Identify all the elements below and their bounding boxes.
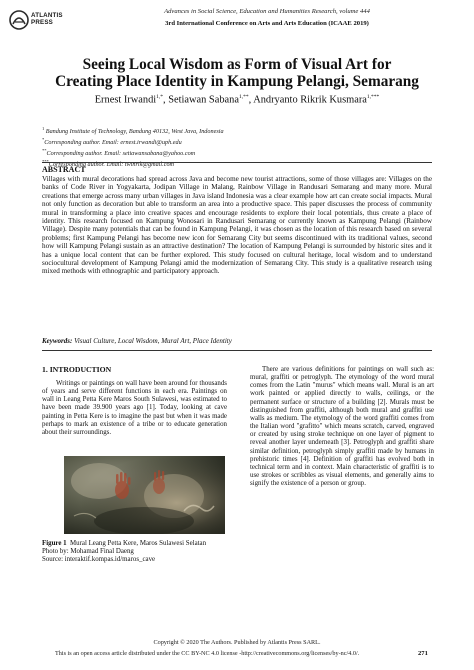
affiliation-text: Bandung Institute of Technology, Bandung 40132, West Java, Indonesia bbox=[45, 128, 224, 136]
author-list: Ernest Irwandi$^{1,*}$, Setiawan Sabana$^{1,**}$, Andryanto Rikrik Kusmara$^{1,***}$ bbox=[94, 94, 380, 106]
paper-title-line1: Seeing Local Wisdom as Form of Visual Art for bbox=[82, 56, 392, 73]
affiliation-sup: * bbox=[42, 136, 45, 142]
affiliation-text: Corresponding author. Email: setiawansabana@yahoo.com bbox=[46, 149, 196, 157]
affiliation-line bbox=[42, 147, 224, 158]
atlantis-press-logo bbox=[9, 8, 69, 32]
keywords-list: Visual Culture, Local Wisdom, Mural Art, Place Identity bbox=[74, 337, 232, 345]
figure-photo-credit: Photo by: Mohamad Final Daeng bbox=[42, 548, 134, 556]
running-title: Advances in Social Science, Education and Humanities Research, volume 444 bbox=[164, 8, 370, 15]
keywords bbox=[42, 337, 432, 345]
intro-left-paragraph: Writings or paintings on wall have been around for thousands of years and serve different functions in each era. Paintings on wall in Leang Petta Kere Maros South Sulawesi, was estimated to have been made 39.900 years ago [1]. Today, looking at cave painting in Petta Kere is to imagine the past but when it was made perhaps to mark an existence of a tribe or to educate generation about their surroundings. bbox=[42, 380, 227, 436]
cave-painting-image bbox=[64, 456, 225, 534]
conference-name: 3rd International Conference on Arts and Arts Education (ICAAE 2019) bbox=[165, 20, 369, 27]
section-heading: 1. INTRODUCTION bbox=[42, 365, 112, 374]
abstract-heading: ABSTRACT bbox=[42, 165, 86, 174]
affiliation-text: Corresponding author. Email: ernest.irwandi@uph.edu bbox=[44, 138, 182, 146]
author-sup: 1,* bbox=[156, 94, 164, 100]
figure-source: Source: interaktif.kompas.id/maros_cave bbox=[42, 556, 156, 564]
author-name: Setiawan Sabana bbox=[168, 94, 239, 106]
paper-title bbox=[20, 56, 454, 90]
footer-copyright: Copyright © 2020 The Authors. Published by Atlantis Press SARL. bbox=[153, 639, 321, 646]
figure-caption bbox=[42, 540, 227, 565]
intro-right-paragraph: There are various definitions for paintings on wall such as: mural, graffiti or petroglyph. The etymology of the word mural comes from the Latin "murus" which means wall. Mural is an art work painted or applied directly to walls, ceilings, or the permanent surface or structure of a building [2]. Murals must be distinguished from graffiti, although both mural and graffiti use walls as medium. The etymology of the word graffiti comes from the Italian word "grafitto" which means scratch, carved, engraved or created by using stroke technique on one layer of pigment to reveal another layer underneath [3]. Petroglyph and graffiti share similar definition, petroglyph simply graffiti made by humans in prehistoric times [4]. Definition of graffiti has evolved both in technical term and in context. Main characteristic of graffiti is to use strokes or scribbles as visual elements, and generally aims to signify the existence of a person or group. bbox=[250, 366, 434, 488]
author-name: Andryanto Rikrik Kusmara bbox=[253, 94, 367, 106]
figure-label: Figure 1 bbox=[42, 540, 67, 547]
author-name: Ernest Irwandi bbox=[94, 94, 157, 106]
divider bbox=[42, 162, 432, 163]
paper-title-line2: Creating Place Identity in Kampung Pelangi, Semarang bbox=[55, 73, 419, 90]
divider bbox=[42, 350, 432, 351]
abstract-body: Villages with mural decorations had spread across Java and become new tourist attractions, some of those villages are: Villages on the banks of Code River in Yogyakarta, Jodipan Village in Malang, Rainbow Village in Randusari Semarang and many more. Mural creations that emerge across many urban villages in Java island Indonesia was a clear example how art can create social impacts. Mural not only function as decoration but able to transform an area into a productive space. This paper discusses the process of community mural in transforming a place into creative spaces and encourage residents to explore their local potentials, thus create a place of identity. This research focused on Kampung Wonosari in Randusari Semarang or currently known as Kampung Pelangi (Rainbow Village). Despite many potentials that can be found in Kampung Pelangi, it was chosen as the location of this research based on several problems; first Kampung Pelangi has become new icon for Semarang City but seems discontinued with its traditional values, second how will Kampung Pelangi sustain as an attractive destination? The location of Kampung Pelangi is surrounded by historic sites and it has a unique local content that can be further explored. This study focused on cultural heritage, local wisdom and to understand sociocultural development of Kampung Pelangi amid the modernization of Semarang City. This study is a qualitative research using mixed methods with ethnographic and participatory approach. bbox=[42, 175, 432, 276]
affiliation-line bbox=[42, 136, 224, 147]
figure-caption-text: Mural Leang Petta Kere, Maros Sulawesi Selatan bbox=[70, 540, 207, 547]
cave-painting-photo bbox=[64, 456, 225, 534]
author-sup: 1,** bbox=[238, 94, 249, 100]
author-sup: 1,*** bbox=[366, 94, 380, 100]
affiliation-sup: *** bbox=[42, 158, 49, 164]
keywords-label: Keywords: bbox=[42, 337, 73, 345]
footer-license: This is an open access article distributed under the CC BY-NC 4.0 license -http://creativecommons.org/licenses/by-nc/4.0/. bbox=[55, 650, 360, 657]
affiliation-line bbox=[42, 125, 224, 136]
affiliation-text: Corresponding author. Email: twinrik@gmail.com bbox=[48, 160, 175, 168]
atlantis-press-logo-icon bbox=[9, 10, 29, 30]
logo-text-line1: ATLANTIS bbox=[31, 12, 63, 19]
logo-text-line2: PRESS bbox=[31, 19, 53, 26]
affiliation-sup: ** bbox=[42, 147, 47, 153]
affiliation-sup: 1 bbox=[42, 126, 45, 131]
page-number: 271 bbox=[418, 650, 428, 657]
